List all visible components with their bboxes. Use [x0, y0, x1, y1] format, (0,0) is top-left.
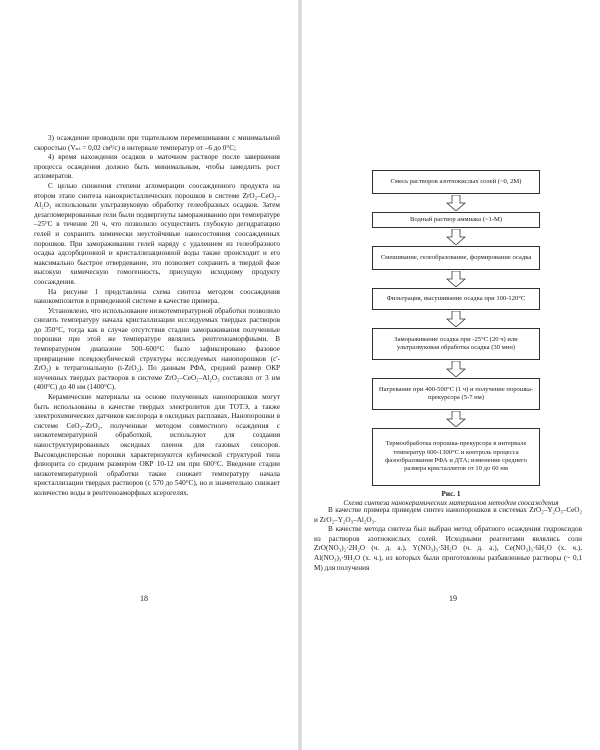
- left-paragraph: На рисунке 1 представлена схема синтеза методом соосаждения нанокомпозитов в приведенной системе в качестве примера.: [34, 287, 280, 306]
- right-page: [302, 0, 600, 750]
- left-paragraph: Керамические материалы на основе полученных нанопорошков могут быть использованы в качестве твердых электролитов для ТОТЭ, а также электрохимических датчиков кислорода в оксидных расплавах. Нанопорошки в системе CeO₂–ZrO₂, полученные методом совместного осаждения с низкотемпературной обработкой, используют для создания наноструктурированных оксидных пленок для газовых сенсоров. Высокодисперсные порошки характеризуются кубической структурой типа флюорита со средним размером ОКР 10-12 нм при 600°С. Введение стадии низкотемпературной обработки также снижает температуру начала кристаллизации твердых растворов (с 570 до 540°С), но и значительно снижает количество воды в рентгеноаморфных ксерогелях.: [34, 393, 280, 497]
- flow-step-nitrate-solution: Смесь растворов азотнокислых солей (~0, 2М): [372, 170, 540, 194]
- left-text-column: [34, 134, 280, 499]
- right-paragraph: В качестве метода синтеза был выбран метод обратного осаждения гидроксидов из растворов азотнокислых солей. Исходными реагентами являлись соли ZrO(NO₃)₂·2H₂O (ч. д. а.), Y(NO₃)₃·5H₂O (ч. д. а.), Ce(NO₃)₃·6H₂O (х. ч.), Al(NO₃)₃·9H₂O (х. ч.), из которых были приготовлены разбавленные растворы (~ 0,1 М) для получения: [314, 525, 582, 572]
- left-page: [0, 0, 298, 750]
- flow-step-heating: Нагревание при 400-500°С (1 ч) и получение порошка-прекурсора (5-7 нм): [372, 378, 540, 410]
- down-arrow-icon: [446, 311, 466, 327]
- down-arrow-icon: [446, 271, 466, 287]
- flow-step-freezing: Замораживание осадка при -25°С (20 ч) или ультразвуковая обработка осадка (30 мин): [372, 328, 540, 360]
- left-paragraph: 3) осаждение проводили при тщательном перемешивании с минимальной скоростью (Vₙₜ = 0,02 см³/с) в интервале температур от –6 до 0°С;: [34, 134, 280, 152]
- down-arrow-icon: [446, 229, 466, 245]
- down-arrow-icon: [446, 411, 466, 427]
- right-paragraph: В качестве примера приведем синтез нанопорошков в системах ZrO₂–Y₂O₃–CeO₂ и ZrO₂–Y₂O₃–Al₂O₃.: [314, 506, 582, 524]
- flow-step-mixing: Смешивание, гелеобразование, формирование осадка: [372, 246, 540, 270]
- left-paragraph: Установлено, что использование низкотемпературной обработки позволило снизить температуру начала кристаллизации исследуемых твердых растворов до 350°С, тогда как в случае отсутствия стадии замораживания полученные порошки при этой же температуре являлись рентгеноаморфными. В температурном диапазоне 500–600°С было зафиксировано фазовое превращение псевдокубической структуры исследуемых нанопорошков (c'-ZrO₂) в тетрагональную (t-ZrO₂). По данным РФА, средний размер ОКР изученных твердых растворов в системе ZrO₂–CeO₂–Al₂O₃ составлял от 3 нм (400°С) до 40 нм (1400°С).: [34, 306, 280, 392]
- flow-step-ammonia: Водный раствор аммиака (~1-М): [372, 212, 540, 228]
- flow-step-filtration: Фильтрация, высушивание осадка при 100-120°С: [372, 288, 540, 310]
- left-page-number: 18: [140, 594, 148, 603]
- figure-caption: Схема синтеза нанокерамических материалов методом соосаждения: [343, 499, 559, 507]
- right-page-number: 19: [449, 594, 457, 603]
- left-paragraph: С целью снижения степени агломерации соосажденного продукта на втором этапе синтеза нанокристаллических порошков в системе ZrO₂–CeO₂–Al₂O₃ использовали ультразвуковую обработку гелеобразных осадков. Затем дезагломерированные гели были подвергнуты замораживанию при температуре –25°С в течение 20 ч, что позволило осуществить глубокую дегидратацию гелей и сохранить химически неустойчивые наносостояния соосажденных порошков. При замораживании гелей наряду с удалением из гелеобразного осадка адсорбционной и кристаллизационной воды также происходит и его максимально быстрое отвердевание, это позволяет сохранить в твердой фазе высокую химическую гомогенность, присущую исходному продукту соосаждения.: [34, 181, 280, 286]
- flow-step-heat-treatment: Термообработка порошка-прекурсора в интервале температур 600-1300°С и контроль процесса фазообразования РФА и ДТА; изменение среднего размера кристаллитов от 10 до 60 нм: [372, 428, 540, 486]
- figure-label: Рис. 1: [441, 490, 461, 498]
- down-arrow-icon: [446, 195, 466, 211]
- down-arrow-icon: [446, 361, 466, 377]
- left-paragraph: 4) время нахождения осадков в маточном растворе после завершения процесса осаждения должно быть минимальным, чтобы замедлить рост агломератов.: [34, 153, 280, 181]
- right-text-column: [314, 506, 582, 573]
